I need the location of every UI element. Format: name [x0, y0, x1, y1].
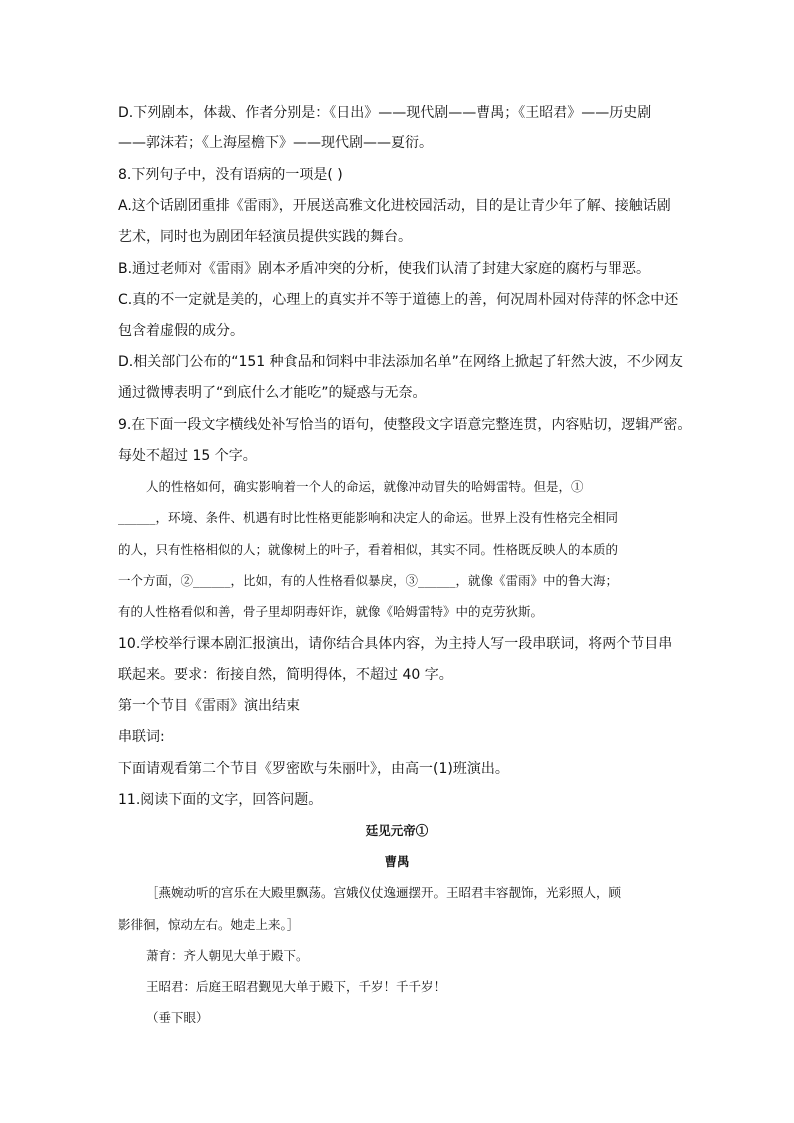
passage-line-2: ______，环境、条件、机遇有时比性格更能影响和决定人的命运。世界上没有性格完全相同 — [118, 510, 619, 525]
stage-direction-line-1: ［燕婉动听的宫乐在大殿里飘荡。宫娥仪仗逸逦摆开。王昭君丰容靓饰，光彩照人，顾 — [146, 885, 622, 900]
link-words-label: 串联词: — [118, 729, 165, 745]
passage-line-1: 人的性格如何，确实影响着一个人的命运，就像冲动冒失的哈姆雷特。但是，① — [146, 479, 584, 494]
q8-option-a-line-1: A.这个话剧团重排《雷雨》，开展送高雅文化进校园活动，目的是让青少年了解、接触话剧 — [118, 198, 671, 214]
first-program-text: 第一个节目《雷雨》演出结束 — [118, 698, 300, 714]
question-11-stem: 11.阅读下面的文字，回答问题。 — [118, 792, 323, 808]
question-8-stem: 8.下列句子中，没有语病的一项是( ) — [118, 167, 343, 183]
dialogue-line-3: （垂下眼） — [146, 1010, 209, 1025]
q8-option-b: B.通过老师对《雷雨》剧本矛盾冲突的分析，使我们认清了封建大家庭的腐朽与罪恶。 — [118, 261, 651, 277]
question-10-line-2: 联起来。要求：衔接自然，简明得体，不超过 40 字。 — [118, 667, 453, 683]
stage-direction-line-2: 影徘徊，惊动左右。她走上来。］ — [118, 917, 300, 932]
passage-line-3: 的人，只有性格相似的人；就像树上的叶子，看着相似，其实不同。性格既反映人的本质的 — [118, 542, 619, 557]
excerpt-author: 曹禺 — [384, 854, 410, 869]
excerpt-title: 廷见元帝① — [365, 823, 429, 838]
second-program-text: 下面请观看第二个节目《罗密欧与朱丽叶》，由高一(1)班演出。 — [118, 761, 509, 777]
option-d-line-2: ——郭沫若；《上海屋檐下》——现代剧——夏衍。 — [118, 135, 433, 151]
q8-option-d-line-1: D.相关部门公布的“151 种食品和饲料中非法添加名单”在网络上掀起了轩然大波，不少网友 — [118, 354, 683, 370]
q8-option-a-line-2: 艺术，同时也为剧团年轻演员提供实践的舞台。 — [118, 229, 412, 245]
q8-option-c-line-1: C.真的不一定就是美的，心理上的真实并不等于道德上的善，何况周朴园对侍萍的怀念中还 — [118, 292, 679, 308]
dialogue-line-1: 萧育：齐人朝见大单于殿下。 — [146, 948, 309, 963]
option-d-line-1: D.下列剧本，体裁、作者分别是：《日出》——现代剧——曹禺；《王昭君》——历史剧 — [118, 105, 652, 121]
q8-option-c-line-2: 包含着虚假的成分。 — [118, 323, 244, 339]
passage-line-5: 有的人性格看似和善，骨子里却阴毒奸诈，就像《哈姆雷特》中的克劳狄斯。 — [118, 604, 544, 619]
passage-line-4: 一个方面，②______，比如，有的人性格看似暴戾，③______，就像《雷雨》中的鲁大海； — [118, 573, 619, 588]
dialogue-line-2: 王昭君：后庭王昭君觐见大单于殿下，千岁！千千岁！ — [146, 979, 447, 994]
q8-option-d-line-2: 通过微博表明了“到底什么才能吃”的疑惑与无奈。 — [118, 385, 427, 401]
question-9-stem-line-2: 每处不超过 15 个字。 — [118, 448, 257, 464]
question-10-line-1: 10.学校举行课本剧汇报演出，请你结合具体内容，为主持人写一段串联词，将两个节目串 — [118, 636, 673, 652]
question-9-stem-line-1: 9.在下面一段文字横线处补写恰当的语句，使整段文字语意完整连贯，内容贴切，逻辑严密。 — [118, 417, 692, 433]
